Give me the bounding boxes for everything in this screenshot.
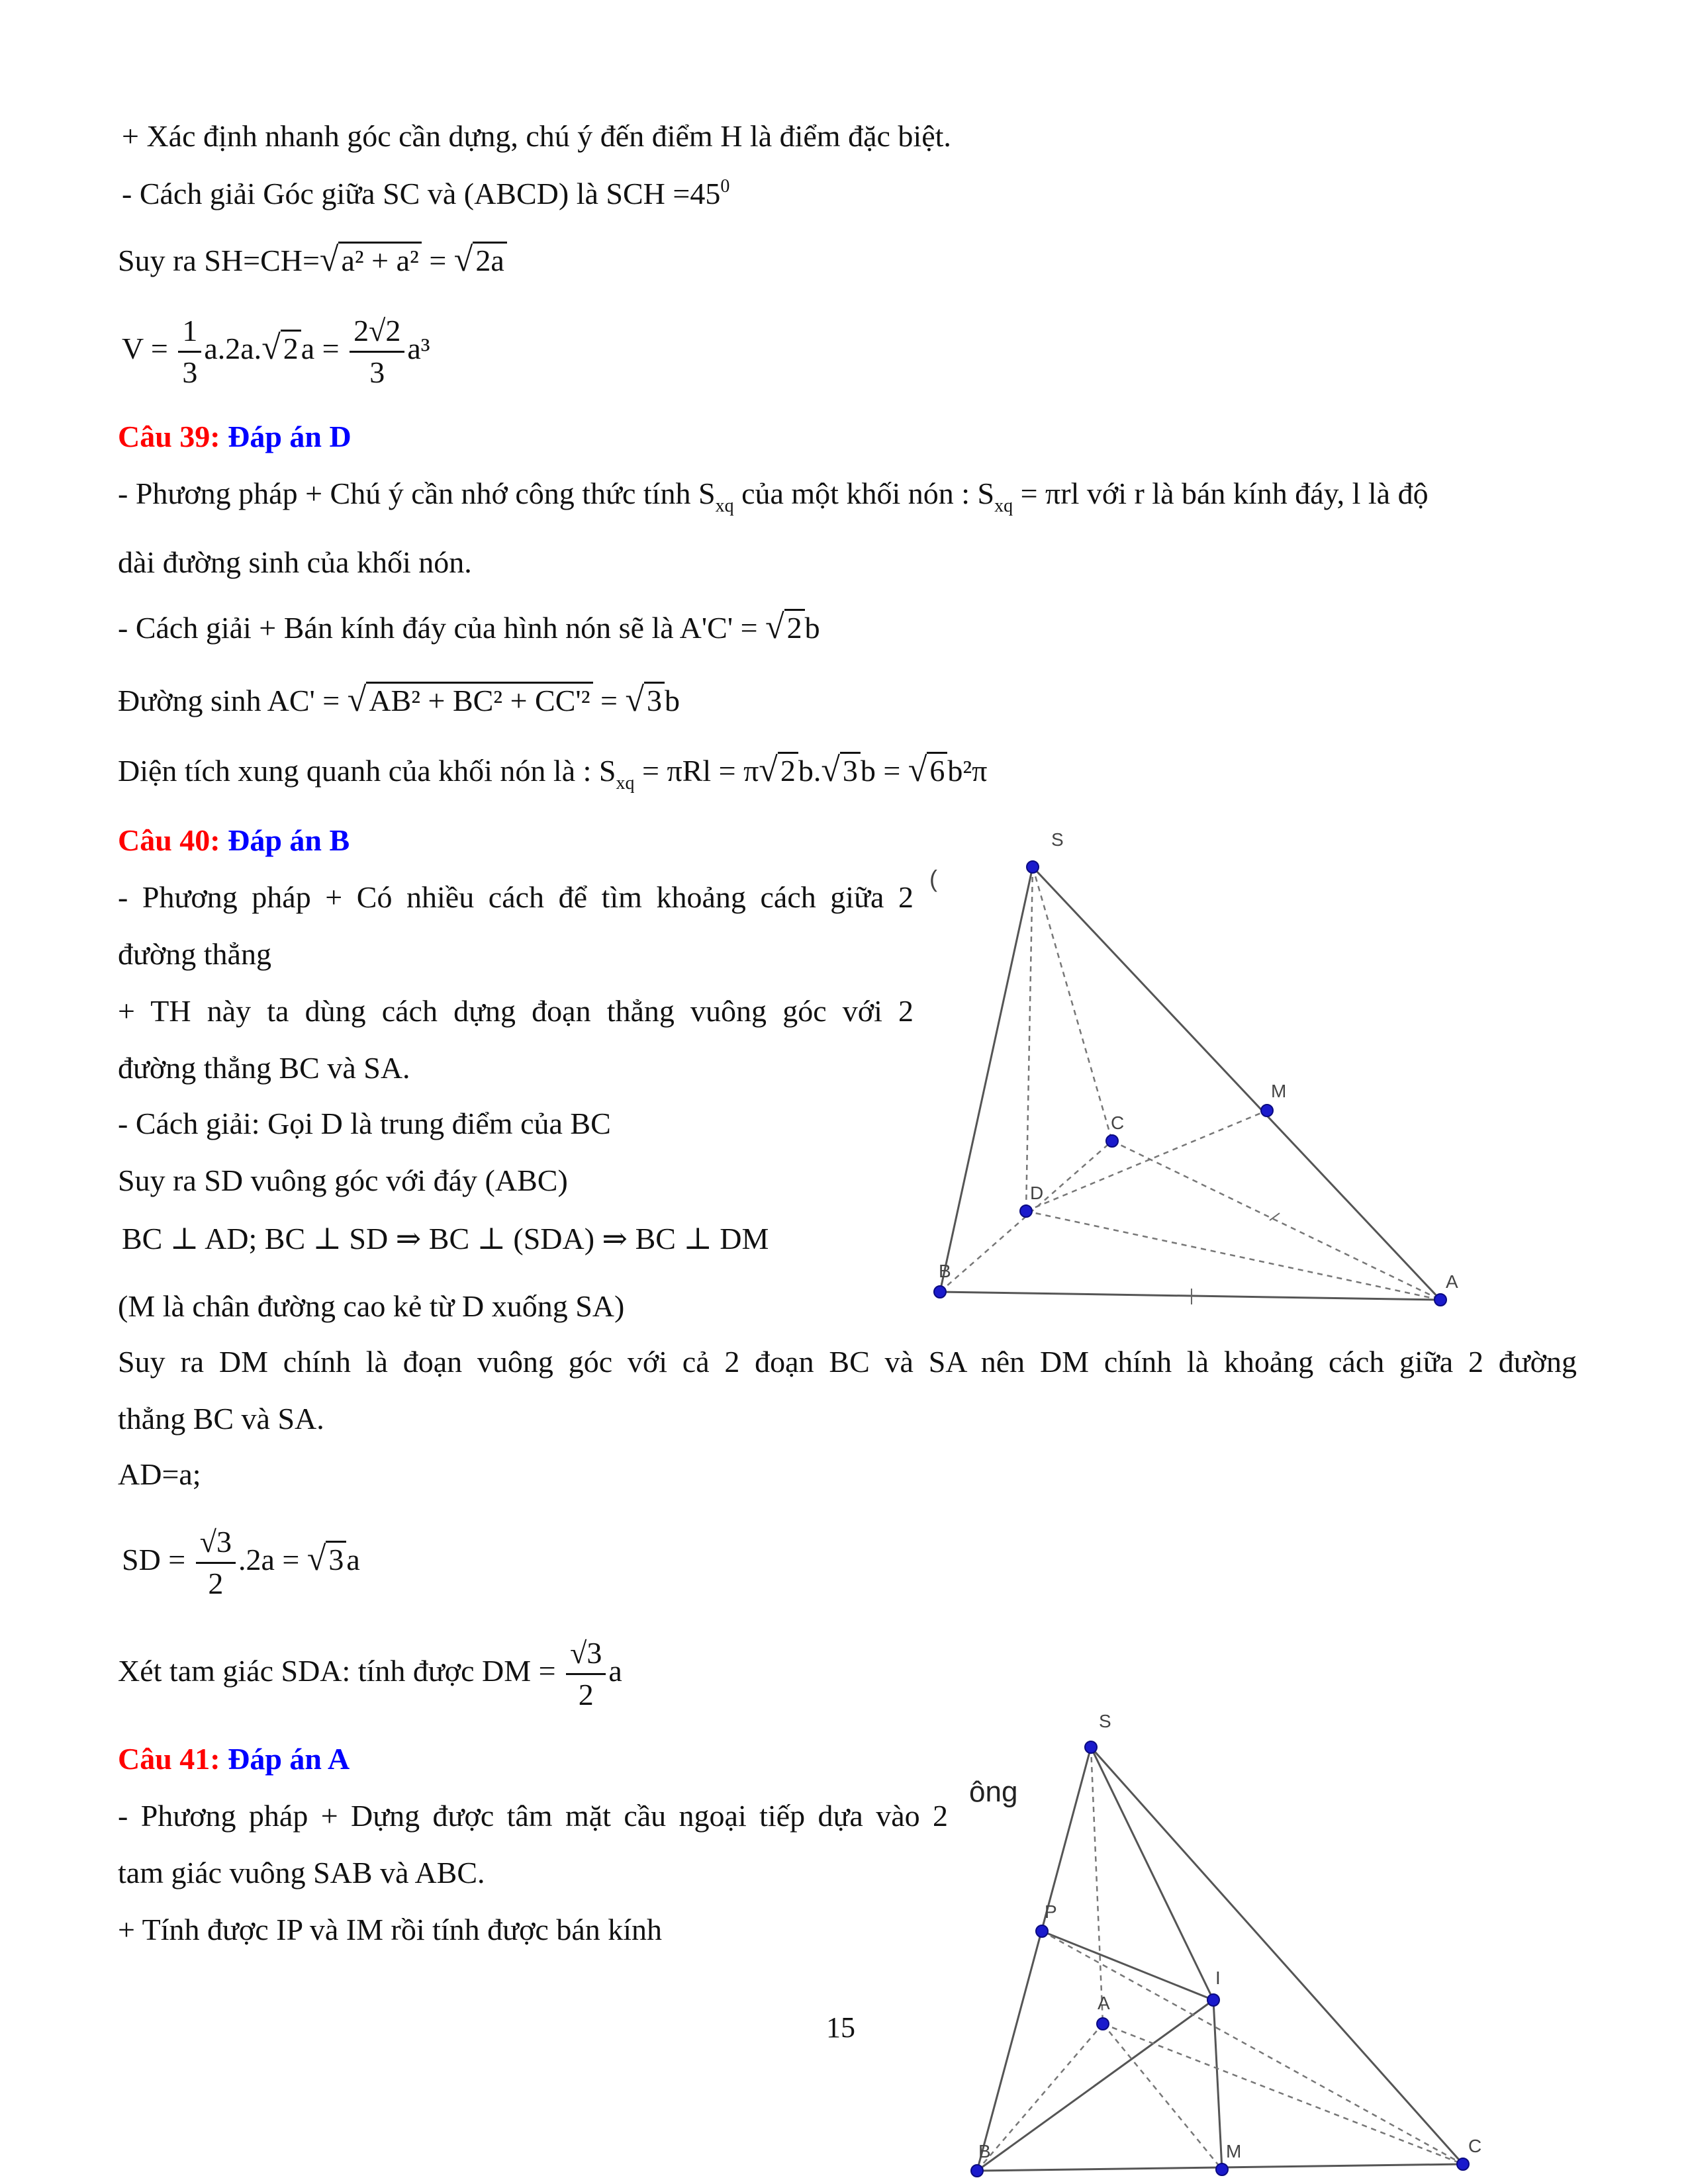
point-c <box>1106 1135 1118 1147</box>
question-39-header: Câu 39: Đáp án D <box>118 420 352 453</box>
text-line: đường thẳng <box>118 937 271 971</box>
question-40-header: Câu 40: Đáp án B <box>118 823 350 857</box>
question-41-header: Câu 41: Đáp án A <box>118 1742 350 1776</box>
point-m <box>1261 1105 1273 1116</box>
formula-sd: SD = $\frac{√3}{2}$ .2a = √3a <box>122 1522 360 1604</box>
text-line: + TH này ta dùng cách dựng đoạn thẳng vuông góc với 2 <box>118 994 914 1028</box>
text-line: Suy ra SD vuông góc với đáy (ABC) <box>118 1163 568 1197</box>
text-line: - Phương pháp + Có nhiều cách để tìm khoảng cách giữa 2 <box>118 880 914 914</box>
label-m: M <box>1226 2141 1242 2161</box>
label-d: D <box>1030 1183 1044 1203</box>
fragment-text: ông <box>969 1776 1018 1808</box>
text-line: - Cách giải: Gọi D là trung điểm của BC <box>118 1107 611 1140</box>
point-s <box>1027 861 1039 873</box>
edge-dm <box>1026 1111 1267 1211</box>
edge-sb <box>977 1747 1091 2171</box>
point-p <box>1036 1925 1048 1937</box>
formula-perpendicular: BC ⊥ AD; BC ⊥ SD ⇒ BC ⊥ (SDA) ⇒ BC ⊥ DM <box>122 1222 769 1255</box>
text-line: - Cách giải + Bán kính đáy của hình nón sẽ là A'C' = √2b <box>118 608 820 646</box>
edge-pc <box>1042 1931 1463 2164</box>
text-line: dài đường sinh của khối nón. <box>118 545 472 579</box>
text-line: - Phương pháp + Chú ý cần nhớ công thức tính $S_{xq}$ của một khối nón : $S_{xq} = \pi rl$ với r là bán kính đáy, l là độ <box>118 477 1429 516</box>
point-m <box>1216 2163 1228 2175</box>
label-s: S <box>1099 1711 1111 1731</box>
point-c <box>1457 2158 1469 2170</box>
edge-da <box>1026 1211 1440 1300</box>
label-a: A <box>1446 1271 1458 1292</box>
fragment-text: ( <box>929 865 937 892</box>
text-line: AD=a; <box>118 1457 201 1491</box>
point-d <box>1020 1205 1032 1217</box>
edge-sb <box>940 867 1033 1292</box>
edge-sa <box>1033 867 1440 1300</box>
page-number: 15 <box>826 2011 855 2044</box>
text-line: - Cách giải Góc giữa SC và (ABCD) là SCH $=45^0$ <box>122 176 730 210</box>
text-line: Diện tích xung quanh của khối nón là : $S_{xq} = \pi Rl = \pi√2b.√3b = √6b^2\pi$ <box>118 751 988 794</box>
label-m: M <box>1271 1081 1287 1101</box>
text-line: tam giác vuông SAB và ABC. <box>118 1856 485 1889</box>
edge-bi <box>977 2000 1213 2171</box>
edge-pi <box>1042 1931 1213 2000</box>
text-line: Suy ra DM chính là đoạn vuông góc với cả 2 đoạn BC và SA nên DM chính là khoảng cách giữa 2 đường <box>118 1345 1577 1379</box>
label-p: P <box>1045 1901 1057 1922</box>
formula-dm: Xét tam giác SDA: tính được DM = $\frac{√3}{2}$ a <box>118 1633 622 1715</box>
text-line: + Xác định nhanh góc cần dựng, chú ý đến điểm H là điểm đặc biệt. <box>122 119 951 153</box>
text-line: Đường sinh AC' = √AB² + BC² + CC'² = √3b <box>118 681 680 719</box>
label-c: C <box>1468 2136 1482 2156</box>
label-i: I <box>1215 1968 1221 1988</box>
edge-im <box>1213 2000 1222 2169</box>
edge-si <box>1091 1747 1213 2000</box>
label-a: A <box>1098 1993 1110 2013</box>
point-s <box>1085 1741 1097 1753</box>
edge-am <box>1103 2024 1222 2169</box>
text-line: đường thẳng BC và SA. <box>118 1051 410 1085</box>
point-a <box>1097 2018 1109 2030</box>
text-line: - Phương pháp + Dựng được tâm mặt cầu ngoại tiếp dựa vào 2 <box>118 1799 948 1833</box>
figure-q41-pyramid <box>953 1707 1523 2184</box>
edge-ac <box>1103 2024 1463 2164</box>
point-a <box>1434 1294 1446 1306</box>
point-b <box>971 2165 983 2177</box>
text-line: (M là chân đường cao kẻ từ D xuống SA) <box>118 1289 625 1323</box>
edge-sd <box>1026 867 1033 1211</box>
text-line: + Tính được IP và IM rồi tính được bán kính <box>118 1913 663 1946</box>
figure-q40-pyramid <box>914 821 1483 1324</box>
edge-ba <box>940 1292 1440 1300</box>
label-b: B <box>939 1261 951 1281</box>
point-b <box>934 1286 946 1298</box>
label-c: C <box>1111 1113 1125 1133</box>
edge-sa <box>1091 1747 1103 2024</box>
point-i <box>1207 1994 1219 2006</box>
edge-sc <box>1091 1747 1463 2164</box>
label-b: B <box>978 2141 991 2161</box>
formula-volume: V = $\frac{1}{3}$ a.2a.√2a = $\frac{2√2}{3}$ a³ <box>122 311 430 392</box>
formula-sh: Suy ra SH=CH=√a² + a² = √2a <box>118 242 507 279</box>
text-line: thẳng BC và SA. <box>118 1402 324 1435</box>
edge-ca <box>1112 1141 1440 1300</box>
label-s: S <box>1051 829 1064 850</box>
